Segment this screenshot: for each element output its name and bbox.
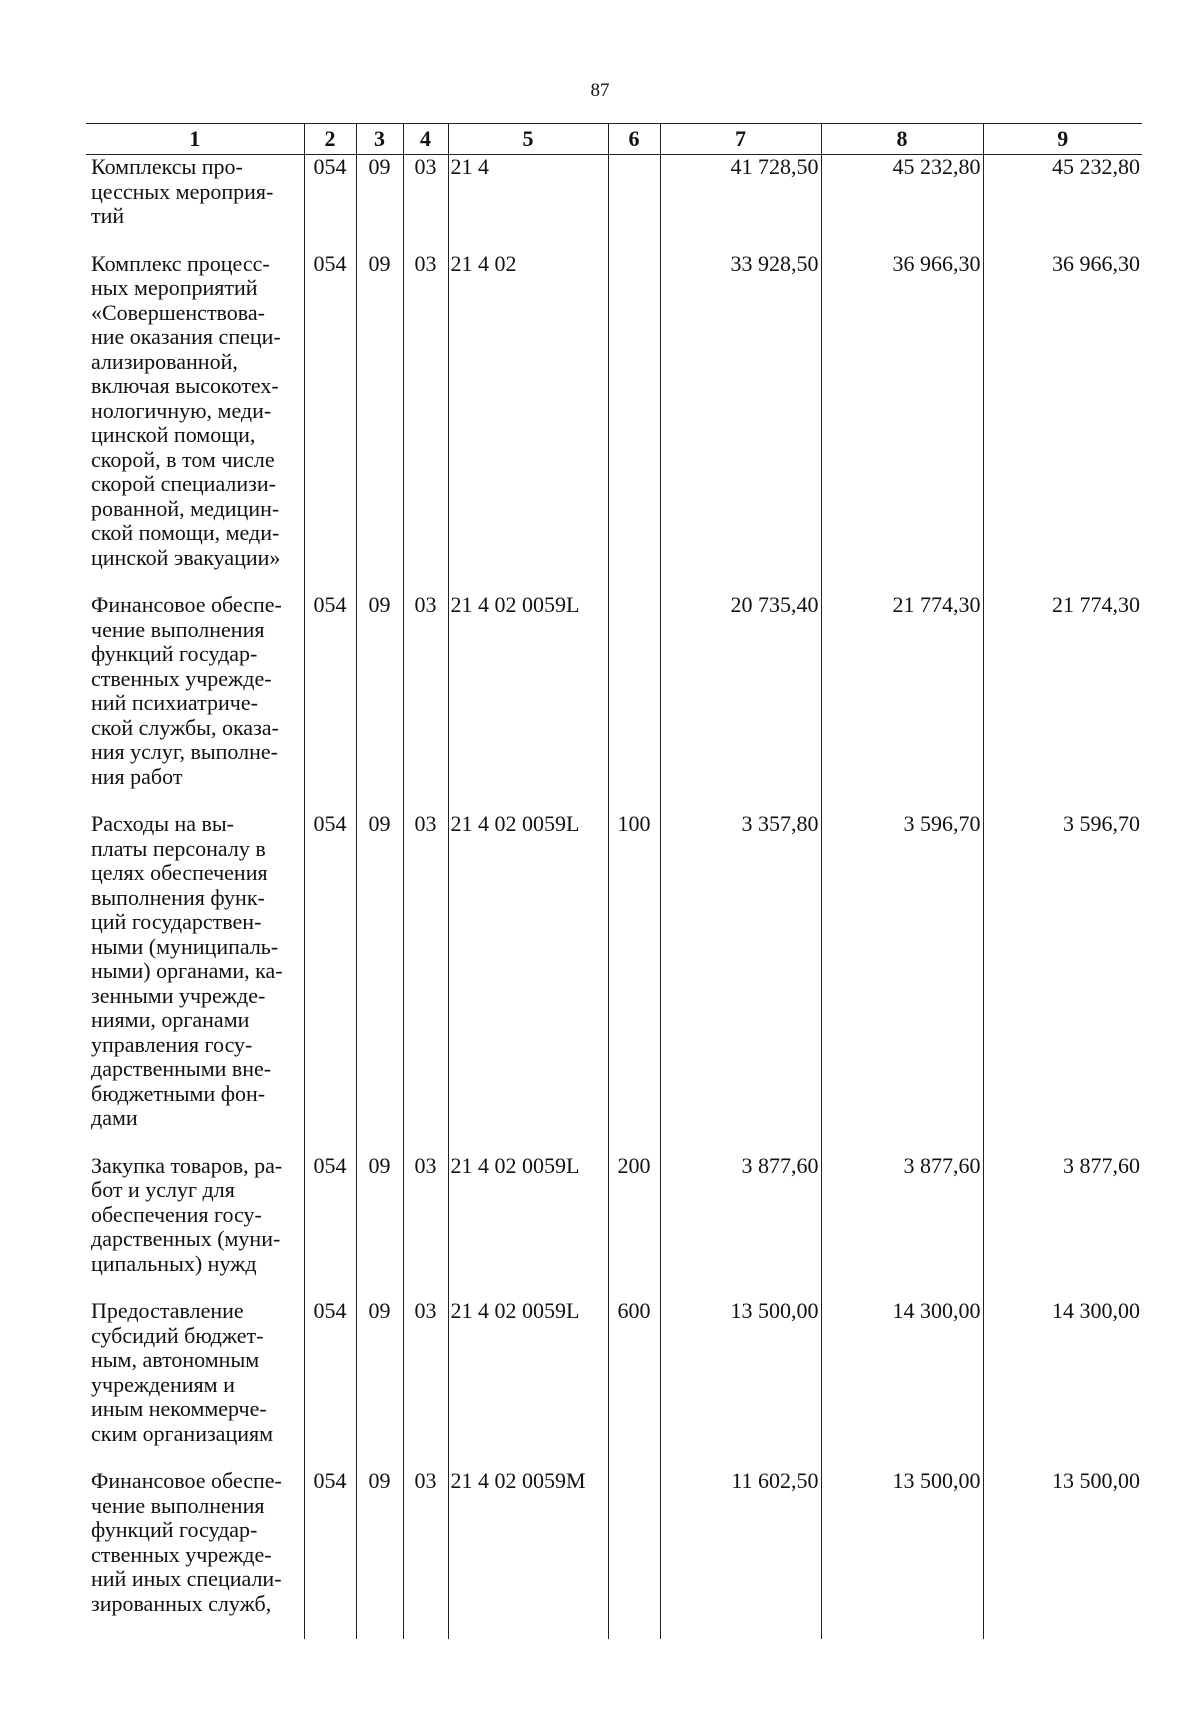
table-row bbox=[86, 812, 1142, 1154]
header-col-6: 6 bbox=[608, 124, 660, 155]
cell-amount-year-2: 14 300,00 bbox=[821, 1299, 983, 1469]
cell-target-article: 21 4 02 0059L bbox=[448, 1299, 608, 1469]
cell-amount-year-2: 3 877,60 bbox=[821, 1154, 983, 1300]
budget-table bbox=[86, 123, 1142, 1639]
cell-expense-type bbox=[608, 155, 660, 252]
cell-amount-year-1: 3 877,60 bbox=[660, 1154, 821, 1300]
row-name: Финансовое обеспе- чение выполнения функций государ- ственных учрежде- ний иных специали- зированных служб, bbox=[91, 1468, 282, 1616]
header-col-4: 4 bbox=[403, 124, 448, 155]
cell-amount-year-1: 20 735,40 bbox=[660, 593, 821, 812]
cell-amount-year-1: 3 357,80 bbox=[660, 812, 821, 1154]
cell-expense-type: 100 bbox=[608, 812, 660, 1154]
table-body bbox=[86, 155, 1142, 1640]
cell-target-article: 21 4 bbox=[448, 155, 608, 252]
cell-subsection: 03 bbox=[403, 812, 448, 1154]
cell-ministry-code: 054 bbox=[304, 1469, 356, 1639]
header-col-1: 1 bbox=[86, 124, 304, 155]
row-name: Расходы на вы- платы персоналу в целях обеспечения выполнения функ- ций государствен- ными (муниципаль- ными) органами, ка- зенными учрежде- ниями, органами управления госу- дарственными вне- бюджетными фон- дами bbox=[91, 811, 283, 1130]
table-row bbox=[86, 593, 1142, 812]
header-col-3: 3 bbox=[356, 124, 403, 155]
cell-target-article: 21 4 02 0059L bbox=[448, 812, 608, 1154]
cell-ministry-code: 054 bbox=[304, 593, 356, 812]
header-col-2: 2 bbox=[304, 124, 356, 155]
cell-ministry-code: 054 bbox=[304, 1154, 356, 1300]
cell-amount-year-3: 45 232,80 bbox=[983, 155, 1142, 252]
cell-ministry-code: 054 bbox=[304, 155, 356, 252]
table-row bbox=[86, 155, 1142, 252]
cell-target-article: 21 4 02 0059L bbox=[448, 593, 608, 812]
cell-ministry-code: 054 bbox=[304, 812, 356, 1154]
cell-expense-type bbox=[608, 593, 660, 812]
cell-amount-year-3: 3 596,70 bbox=[983, 812, 1142, 1154]
cell-subsection: 03 bbox=[403, 593, 448, 812]
header-col-8: 8 bbox=[821, 124, 983, 155]
cell-amount-year-1: 13 500,00 bbox=[660, 1299, 821, 1469]
cell-amount-year-3: 13 500,00 bbox=[983, 1469, 1142, 1639]
table-header-row bbox=[86, 124, 1142, 155]
cell-section: 09 bbox=[356, 812, 403, 1154]
row-name: Предоставление субсидий бюджет- ным, автономным учреждениям и иным некоммерче- ским организациям bbox=[91, 1298, 274, 1446]
table-row bbox=[86, 1469, 1142, 1639]
cell-section: 09 bbox=[356, 155, 403, 252]
table-row bbox=[86, 252, 1142, 594]
header-col-9: 9 bbox=[983, 124, 1142, 155]
cell-expense-type: 200 bbox=[608, 1154, 660, 1300]
row-name: Комплекс процесс- ных мероприятий «Совершенствова- ние оказания специ- ализированной, включая высокотех- нологичную, меди- цинской помощи, скорой, в том числе скорой специализи- рованной, медицин- ской помощи, меди- цинской эвакуации» bbox=[91, 250, 281, 570]
cell-section: 09 bbox=[356, 1299, 403, 1469]
cell-amount-year-2: 21 774,30 bbox=[821, 593, 983, 812]
cell-ministry-code: 054 bbox=[304, 1299, 356, 1469]
cell-section: 09 bbox=[356, 1154, 403, 1300]
cell-target-article: 21 4 02 0059M bbox=[448, 1469, 608, 1639]
cell-amount-year-3: 14 300,00 bbox=[983, 1299, 1142, 1469]
cell-amount-year-3: 3 877,60 bbox=[983, 1154, 1142, 1300]
cell-section: 09 bbox=[356, 252, 403, 594]
row-name: Комплексы про- цессных мероприя- тий bbox=[91, 154, 274, 228]
cell-amount-year-3: 36 966,30 bbox=[983, 252, 1142, 594]
cell-expense-type: 600 bbox=[608, 1299, 660, 1469]
cell-subsection: 03 bbox=[403, 155, 448, 252]
cell-amount-year-2: 3 596,70 bbox=[821, 812, 983, 1154]
cell-subsection: 03 bbox=[403, 252, 448, 594]
cell-amount-year-1: 11 602,50 bbox=[660, 1469, 821, 1639]
cell-expense-type bbox=[608, 1469, 660, 1639]
cell-amount-year-2: 45 232,80 bbox=[821, 155, 983, 252]
table-row bbox=[86, 1299, 1142, 1469]
header-col-5: 5 bbox=[448, 124, 608, 155]
page-number: 87 bbox=[590, 80, 610, 101]
cell-amount-year-2: 13 500,00 bbox=[821, 1469, 983, 1639]
cell-ministry-code: 054 bbox=[304, 252, 356, 594]
cell-target-article: 21 4 02 0059L bbox=[448, 1154, 608, 1300]
cell-subsection: 03 bbox=[403, 1469, 448, 1639]
cell-amount-year-3: 21 774,30 bbox=[983, 593, 1142, 812]
cell-amount-year-2: 36 966,30 bbox=[821, 252, 983, 594]
header-col-7: 7 bbox=[660, 124, 821, 155]
cell-amount-year-1: 41 728,50 bbox=[660, 155, 821, 252]
cell-subsection: 03 bbox=[403, 1154, 448, 1300]
cell-subsection: 03 bbox=[403, 1299, 448, 1469]
cell-target-article: 21 4 02 bbox=[448, 252, 608, 594]
cell-amount-year-1: 33 928,50 bbox=[660, 252, 821, 594]
row-name: Закупка товаров, ра- бот и услуг для обеспечения госу- дарственных (муни- ципальных) нужд bbox=[91, 1152, 283, 1276]
cell-section: 09 bbox=[356, 1469, 403, 1639]
cell-expense-type bbox=[608, 252, 660, 594]
table-row bbox=[86, 1154, 1142, 1300]
row-name: Финансовое обеспе- чение выполнения функций государ- ственных учрежде- ний психиатриче- ской службы, оказа- ния услуг, выполне- ния работ bbox=[91, 592, 282, 789]
cell-section: 09 bbox=[356, 593, 403, 812]
